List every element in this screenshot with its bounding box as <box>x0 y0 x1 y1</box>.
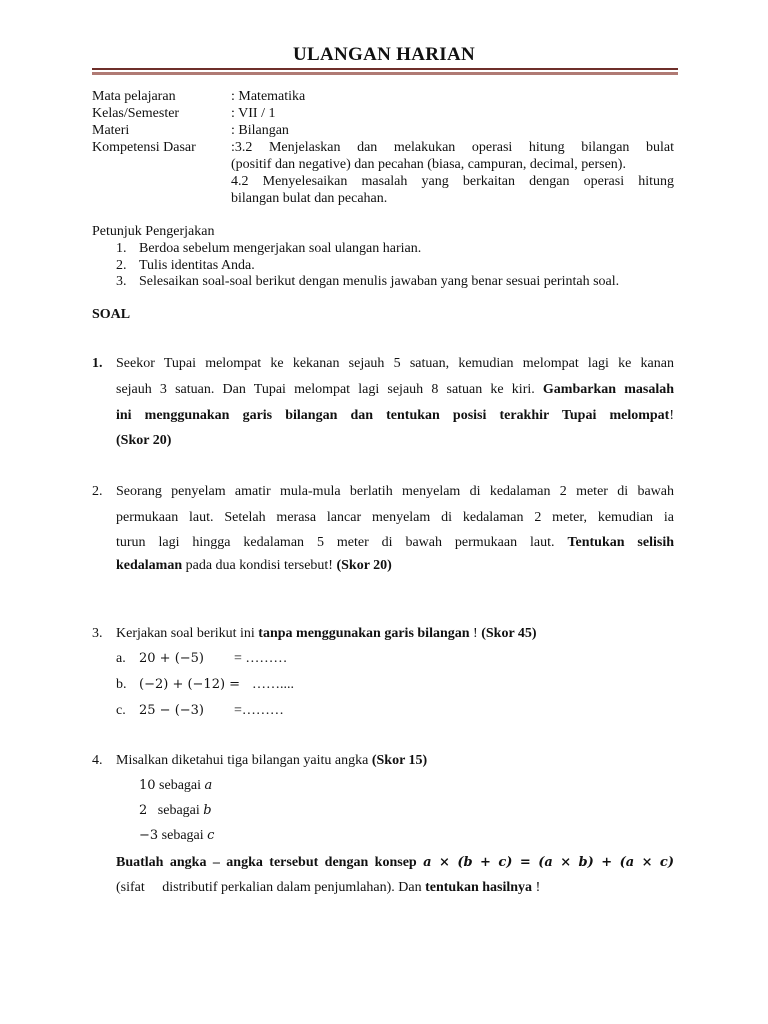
q2-line-4-bold: kedalaman <box>116 558 183 573</box>
q3c-label: c. <box>116 703 126 718</box>
q3c-expression: 25 − (−3) <box>139 703 205 718</box>
q4-intro-text: Misalkan diketahui tiga bilangan yaitu angka <box>116 753 372 768</box>
q4-var-b-text: sebagai <box>147 803 204 818</box>
q4-score: (Skor 15) <box>371 753 428 768</box>
soal-heading: SOAL <box>92 307 131 322</box>
q2-line-4-text: pada dua kondisi tersebut! <box>182 558 337 573</box>
q4-var-a-text: sebagai <box>155 778 205 793</box>
instruction-num-1: 1. <box>116 241 127 256</box>
q2-line-2: permukaan laut. Setelah merasa lancar menyelam di kedalaman 2 meter, kemudian ia <box>116 510 674 525</box>
q3b-label: b. <box>116 677 127 692</box>
q4-number: 4. <box>92 753 103 768</box>
q4-var-a-symbol: a <box>204 778 213 793</box>
q3c-answer-blank: =……… <box>234 703 284 718</box>
q4-var-c-symbol: c <box>207 828 215 843</box>
q1-line-2-bold: Gambarkan masalah <box>542 382 674 397</box>
q1-line-3-text: ! <box>669 408 674 423</box>
q3-intro-bold: tanpa menggunakan garis bilangan <box>258 626 470 641</box>
q4-var-b <box>139 803 212 819</box>
q4-var-a <box>139 778 212 794</box>
kd-label: Kompetensi Dasar <box>92 140 196 155</box>
title-rule-light <box>92 72 678 75</box>
q3a-answer-blank: = ……… <box>234 651 288 666</box>
q3b-answer-blank: …….... <box>252 677 294 692</box>
instruction-text-3: Selesaikan soal-soal berikut dengan menulis jawaban yang benar sesuai perintah soal. <box>139 274 620 289</box>
q4-concept-line <box>116 855 674 871</box>
q2-line-3-text: turun lagi hingga kedalaman 5 meter di bawah permukaan laut. <box>116 535 568 550</box>
class-label: Kelas/Semester <box>92 106 180 121</box>
q4-var-c-text: sebagai <box>158 828 208 843</box>
q1-line-2-text: sejauh 3 satuan. Dan Tupai melompat lagi sejauh 8 satuan ke kiri. <box>116 382 543 397</box>
q4-var-c-number: −3 <box>139 828 159 843</box>
subject-value: : Matematika <box>231 89 306 104</box>
q4-var-c <box>139 828 214 844</box>
q2-score: (Skor 20) <box>336 558 392 573</box>
instruction-text-1: Berdoa sebelum mengerjakan soal ulangan harian. <box>139 241 422 256</box>
q3b-expression: (−2) + (−12) = <box>139 677 241 692</box>
subject-label: Mata pelajaran <box>92 89 176 104</box>
class-value: : VII / 1 <box>231 106 276 121</box>
q3a-expression: 20 + (−5) <box>139 651 205 666</box>
q3-number: 3. <box>92 626 103 641</box>
q2-line-3 <box>116 535 674 551</box>
instruction-text-2: Tulis identitas Anda. <box>139 258 255 273</box>
q3-intro-text: Kerjakan soal berikut ini <box>116 626 259 641</box>
q4-concept-text: Buatlah angka – angka tersebut dengan konsep <box>116 855 417 870</box>
q4-intro <box>116 753 427 769</box>
q3-intro-text-2: ! <box>469 626 482 641</box>
q4-last-text-2: ! <box>532 880 541 895</box>
instruction-num-3: 3. <box>116 274 127 289</box>
q1-line-3-bold: ini menggunakan garis bilangan dan tentukan posisi terakhir Tupai melompat <box>116 408 670 423</box>
q4-last-bold: tentukan hasilnya <box>425 880 533 895</box>
q3a-label: a. <box>116 651 126 666</box>
q1-line-1: Seekor Tupai melompat ke kekanan sejauh 5 satuan, kemudian melompat lagi ke kanan <box>116 356 674 371</box>
kd-line-3: 4.2 Menyelesaikan masalah yang berkaitan dengan operasi hitung <box>231 174 674 189</box>
q4-last-line <box>116 880 540 896</box>
instructions-heading: Petunjuk Pengerjakan <box>92 224 215 239</box>
kd-line-1: :3.2 Menjelaskan dan melakukan operasi hitung bilangan bulat <box>231 140 674 155</box>
q1-line-2 <box>116 382 674 398</box>
material-value: : Bilangan <box>231 123 289 138</box>
q4-var-b-symbol: b <box>203 803 212 818</box>
q2-line-1: Seorang penyelam amatir mula-mula berlatih menyelam di kedalaman 2 meter di bawah <box>116 484 674 499</box>
material-label: Materi <box>92 123 130 138</box>
q2-line-3-bold: Tentukan selisih <box>567 535 674 550</box>
q1-number: 1. <box>92 356 103 371</box>
q3-score: (Skor 45) <box>481 626 537 641</box>
q4-var-a-number: 10 <box>139 778 156 793</box>
q2-line-4 <box>116 558 392 574</box>
q1-score: (Skor 20) <box>116 433 172 448</box>
kd-line-2: (positif dan negative) dan pecahan (biasa, campuran, decimal, persen). <box>231 157 626 172</box>
q1-line-3 <box>116 408 674 424</box>
q4-last-text: (sifat distributif perkalian dalam penjumlahan). Dan <box>116 880 426 895</box>
q3-intro <box>116 626 537 642</box>
kd-line-4: bilangan bulat dan pecahan. <box>231 191 388 206</box>
page-title: ULANGAN HARIAN <box>292 44 476 65</box>
q2-number: 2. <box>92 484 103 499</box>
q4-var-b-number: 2 <box>139 803 148 818</box>
instruction-num-2: 2. <box>116 258 127 273</box>
title-rule-dark <box>92 68 678 70</box>
q4-formula: a × (b + c) = (a × b) + (a × c) <box>423 855 675 870</box>
